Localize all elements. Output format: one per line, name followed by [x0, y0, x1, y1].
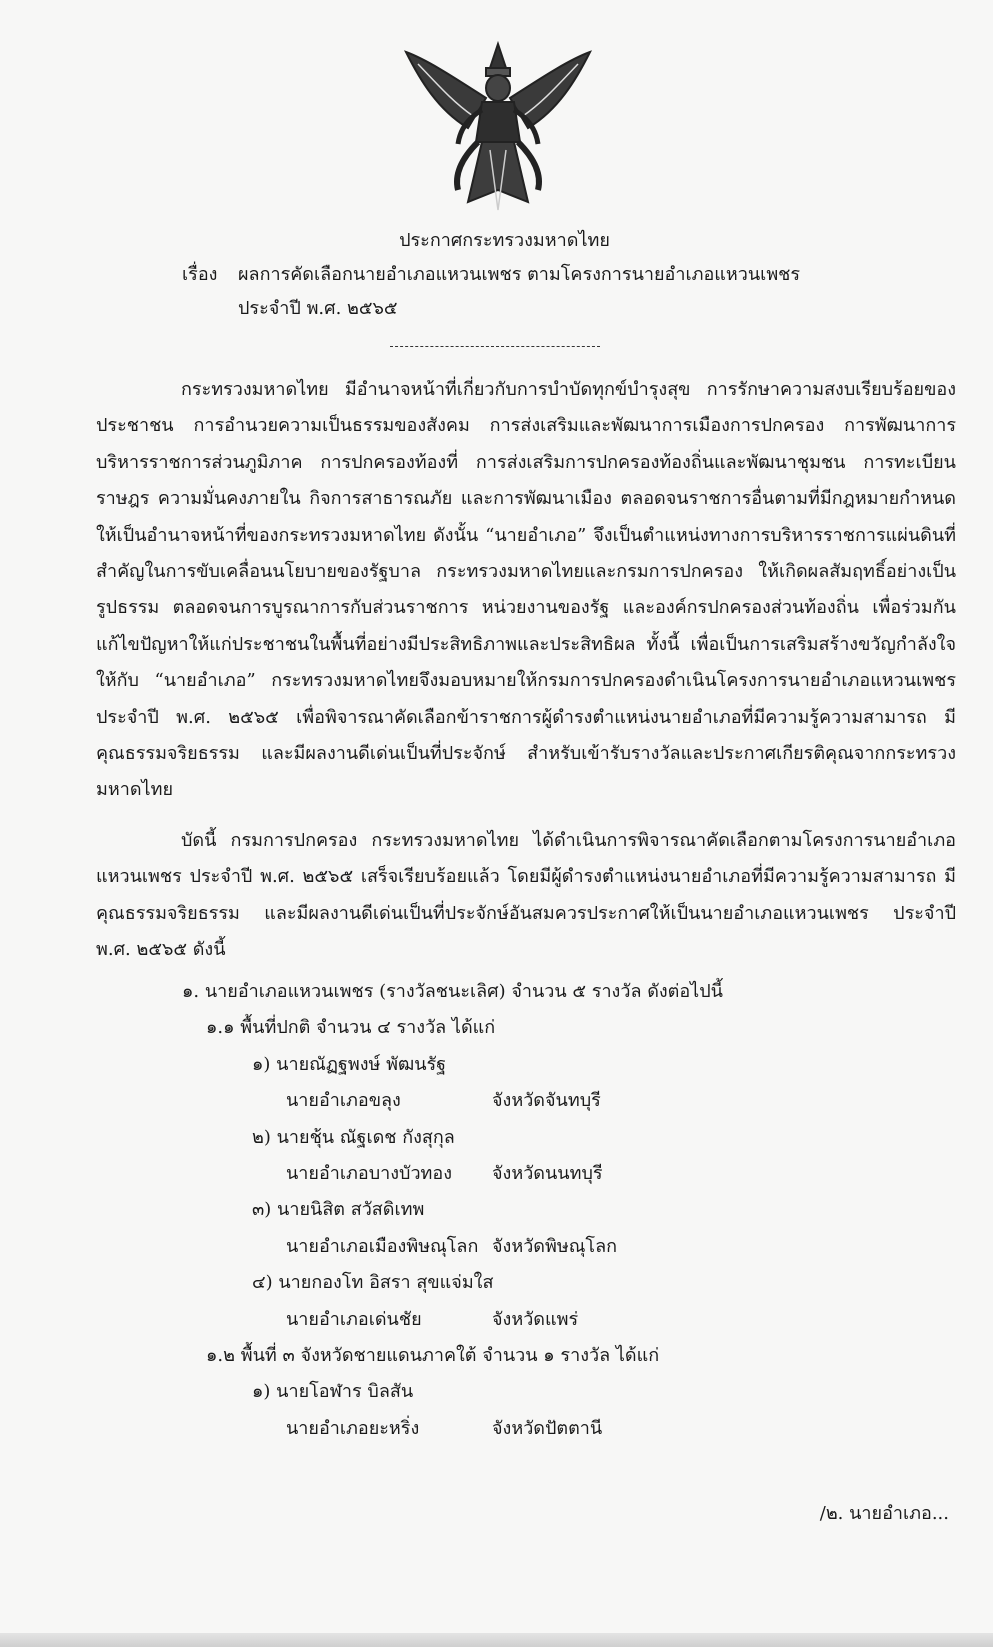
- person-position: นายอำเภอเด่นชัย: [286, 1308, 422, 1330]
- person-position: นายอำเภอบางบัวทอง: [286, 1163, 453, 1185]
- person-name: ๒) นายชุ้น ณัฐเดช กังสุกุล: [252, 1126, 455, 1148]
- list-item-1: ๑. นายอำเภอแหวนเพชร (รางวัลชนะเลิศ) จำนวน ๕ รางวัล ดังต่อไปนี้: [182, 981, 723, 1002]
- person-position: นายอำเภอขลุง: [286, 1090, 401, 1112]
- person-position-row: [96, 1156, 956, 1192]
- person-province: จังหวัดจันทบุรี: [492, 1090, 601, 1112]
- subject-label: เรื่อง: [182, 264, 218, 285]
- person-position: นายอำเภอยะหริ่ง: [286, 1417, 420, 1439]
- award-list: [96, 974, 956, 1447]
- bottom-edge: [0, 1633, 993, 1647]
- person-position: นายอำเภอเมืองพิษณุโลก: [286, 1235, 479, 1257]
- person-name: ๓) นายนิสิต สวัสดิเทพ: [252, 1199, 425, 1221]
- sub-item-1-1: ๑.๑ พื้นที่ปกติ จำนวน ๔ รางวัล ได้แก่: [206, 1017, 496, 1039]
- person-name: ๑) นายโอฬาร บิลสัน: [252, 1381, 414, 1403]
- person-position-row: [96, 1302, 956, 1338]
- page-continuation: /๒. นายอำเภอ...: [819, 1503, 949, 1524]
- person-province: จังหวัดนนทบุรี: [492, 1163, 603, 1185]
- subject-line-1: ผลการคัดเลือกนายอำเภอแหวนเพชร ตามโครงการนายอำเภอแหวนเพชร: [238, 264, 801, 285]
- person-province: จังหวัดแพร่: [492, 1308, 579, 1330]
- paragraph-2: บัดนี้ กรมการปกครอง กระทรวงมหาดไทย ได้ดำเนินการพิจารณาคัดเลือกตามโครงการนายอำเภอแหวนเพชร ประจำปี พ.ศ. ๒๕๖๕ เสร็จเรียบร้อยแล้ว โดยมีผู้ดำรงตำแหน่งนายอำเภอที่มีความรู้ความสามารถ มีคุณธรรมจริยธรรม และมีผลงานดีเด่นเป็นที่ประจักษ์อันสมควรประกาศให้เป็นนายอำเภอแหวนเพชร ประจำปี พ.ศ. ๒๕๖๕ ดังนี้: [96, 829, 956, 961]
- document-header: [0, 224, 993, 326]
- sub-item-1-2: ๑.๒ พื้นที่ ๓ จังหวัดชายแดนภาคใต้ จำนวน ๑ รางวัล ได้แก่: [206, 1345, 660, 1367]
- garuda-emblem-icon: [398, 40, 598, 215]
- paragraph-1: กระทรวงมหาดไทย มีอำนาจหน้าที่เกี่ยวกับการบำบัดทุกข์บำรุงสุข การรักษาความสงบเรียบร้อยของประชาชน การอำนวยความเป็นธรรมของสังคม การส่งเสริมและพัฒนาการเมืองการปกครอง การพัฒนาการบริหารราชการส่วนภูมิภาค การปกครองท้องที่ การส่งเสริมการปกครองท้องถิ่นและพัฒนาชุมชน การทะเบียนราษฎร ความมั่นคงภายใน กิจการสาธารณภัย และการพัฒนาเมือง ตลอดจนราชการอื่นตามที่มีกฎหมายกำหนดให้เป็นอำนาจหน้าที่ของกระทรวงมหาดไทย ดังนั้น “นายอำเภอ” จึงเป็นตำแหน่งทางการบริหารราชการแผ่นดินที่สำคัญในการขับเคลื่อนนโยบายของรัฐบาล กระทรวงมหาดไทยและกรมการปกครอง ให้เกิดผลสัมฤทธิ์อย่างเป็นรูปธรรม ตลอดจนการบูรณาการกับส่วนราชการ หน่วยงานของรัฐ และองค์กรปกครองส่วนท้องถิ่น เพื่อร่วมกันแก้ไขปัญหาให้แก่ประชาชนในพื้นที่อย่างมีประสิทธิภาพและประสิทธิผล ทั้งนี้ เพื่อเป็นการเสริมสร้างขวัญกำลังใจให้กับ “นายอำเภอ” กระทรวงมหาดไทยจึงมอบหมายให้กรมการปกครองดำเนินโครงการนายอำเภอแหวนเพชร ประจำปี พ.ศ. ๒๕๖๕ เพื่อพิจารณาคัดเลือกข้าราชการผู้ดำรงตำแหน่งนายอำเภอที่มีความรู้ความสามารถ มีคุณธรรมจริยธรรม และมีผลงานดีเด่นเป็นที่ประจักษ์ สำหรับเข้ารับรางวัลและประกาศเกียรติคุณจากกระทรวงมหาดไทย: [96, 379, 956, 801]
- document-body: [96, 372, 956, 969]
- person-province: จังหวัดพิษณุโลก: [492, 1235, 618, 1257]
- dashed-divider: [390, 346, 600, 347]
- person-province: จังหวัดปัตตานี: [492, 1417, 603, 1439]
- person-name: ๔) นายกองโท อิสรา สุขแจ่มใส: [252, 1272, 494, 1294]
- person-position-row: [96, 1229, 956, 1265]
- person-position-row: [96, 1411, 956, 1447]
- announcement-title: ประกาศกระทรวงมหาดไทย: [399, 230, 610, 251]
- person-name: ๑) นายณัฏฐพงษ์ พัฒนรัฐ: [252, 1053, 447, 1075]
- subject-line-2: ประจำปี พ.ศ. ๒๕๖๕: [238, 298, 398, 319]
- subject-block: [182, 258, 993, 326]
- person-position-row: [96, 1083, 956, 1119]
